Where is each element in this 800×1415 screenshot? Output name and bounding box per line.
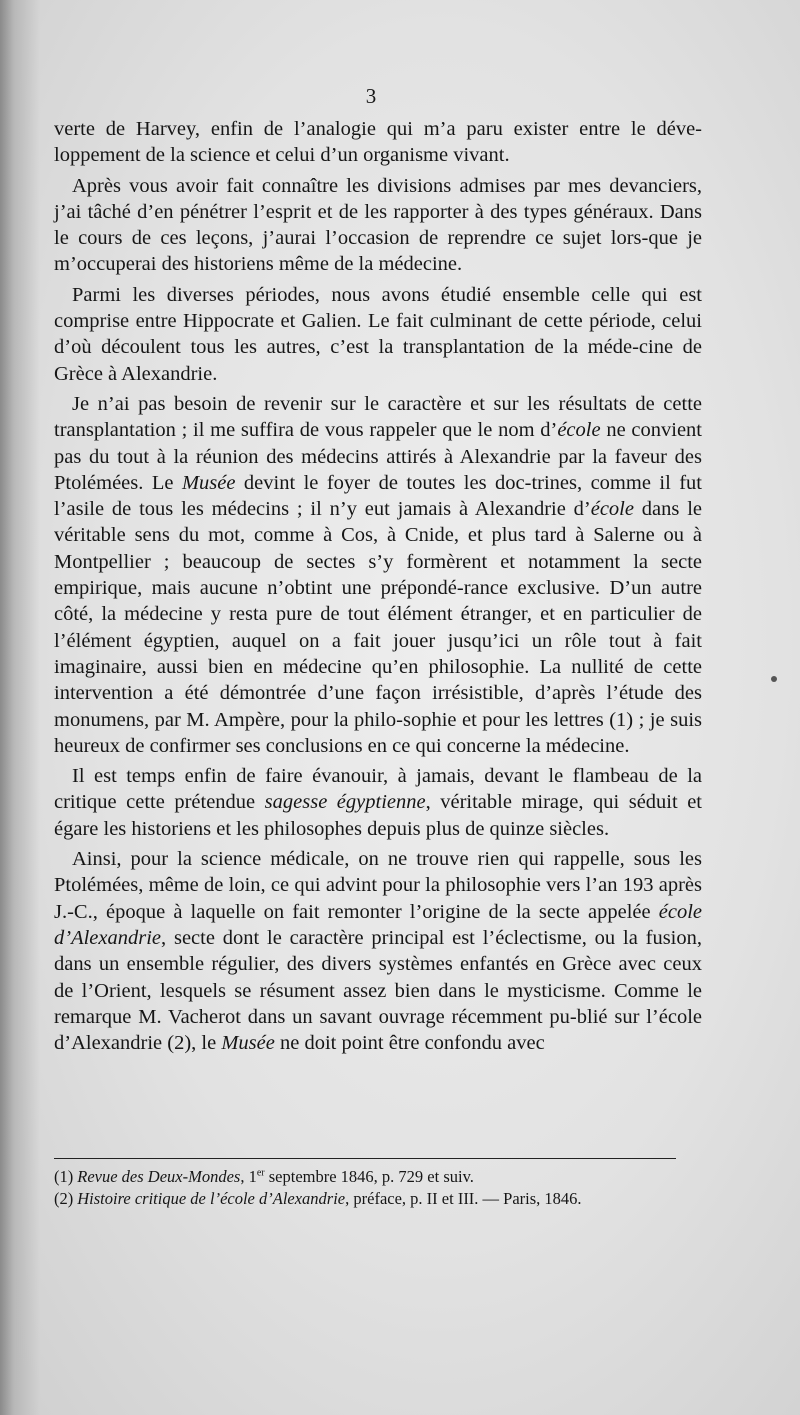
- text-run: Je n’ai pas besoin de revenir sur le caractère et sur les résultats de cette transplantation ; il me suffira de vous rappeler que le nom d’: [54, 392, 702, 442]
- footnote-2: [54, 1188, 672, 1210]
- footnote-number: (1): [54, 1167, 74, 1186]
- footnote-1: [54, 1166, 672, 1188]
- paragraph-6: [54, 846, 702, 1056]
- italic-term: Musée: [221, 1032, 275, 1055]
- italic-term: Histoire critique de l’école d’Alexandrie: [77, 1188, 346, 1208]
- text-run: septembre 1846, p. 729 et suiv.: [264, 1167, 474, 1186]
- text-run: Parmi les diverses périodes, nous avons étudié ensemble celle qui est comprise entre Hippocrate et Galien. Le fait culminant de cette période, celui d’où découlent tous les autres, c’est la transplantation de la méde-cine de Grèce à Alexandrie.: [54, 283, 702, 385]
- footnote-number: (2): [54, 1188, 74, 1208]
- text-run: Ainsi, pour la science médicale, on ne trouve rien qui rappelle, sous les Ptolémées, même de loin, ce qui advint pour la philosophie vers l’an 193 après J.-C., époque à laquelle on fait remonter l’origine de la secte appelée: [54, 848, 702, 923]
- italic-term: école d’Alexandrie: [54, 900, 702, 949]
- ink-speck: [771, 676, 777, 682]
- italic-term: école: [590, 498, 634, 521]
- text-run: Il est temps enfin de faire évanouir, à jamais, devant le flambeau de la critique cette prétendue: [54, 765, 702, 814]
- superscript: er: [256, 1167, 265, 1179]
- body-text: [54, 116, 702, 1060]
- footnote-divider: [54, 1158, 676, 1159]
- text-run: Après vous avoir fait connaître les divisions admises par mes devanciers, j’ai tâché d’en pénétrer l’esprit et de les rapporter à des types généraux. Dans le cours de ces leçons, j’aurai l’occasion de reprendre ce sujet lors-que je m’occuperai des historiens même de la médecine.: [54, 174, 702, 276]
- paragraph-3: [54, 282, 702, 387]
- italic-term: Revue des Deux-Mondes: [77, 1167, 241, 1186]
- text-run: ne convient pas du tout à la réunion des médecins attirés à Alexandrie par la faveur des Ptolémées. Le: [54, 419, 702, 494]
- italic-term: sagesse égyptienne: [264, 791, 426, 814]
- text-run: , véritable mirage, qui séduit et égare les historiens et les philosophes depuis plus de quinze siècles.: [54, 791, 702, 840]
- text-run: , 1: [240, 1167, 257, 1186]
- italic-term: école: [557, 419, 601, 442]
- text-run: , secte dont le caractère principal est l’éclectisme, ou la fusion, dans un ensemble régulier, des divers systèmes enfantés en Grèce avec ceux de l’Orient, lesquels se résument assez bien dans le mysticisme. Comme le remarque M. Vacherot dans un savant ouvrage récemment pu-blié sur l’école d’Alexandrie (2), le: [54, 926, 702, 1055]
- italic-term: Musée: [181, 471, 236, 494]
- text-run: dans le véritable sens du mot, comme à Cos, à Cnide, et plus tard à Salerne ou à Montpellier ; beaucoup de sectes s’y formèrent et notamment la secte empirique, mais aucune n’obtint une prépondé-rance exclusive. D’un autre côté, la médecine y resta pure de tout élément étranger, et en particulier de l’élément égyptien, auquel on a fait jouer jusqu’ici un rôle tout à fait imaginaire, aussi bien en médecine qu’en philosophie. La nullité de cette intervention a été démontrée d’une façon irrésistible, d’après l’étude des monumens, par M. Ampère, pour la philo-sophie et pour les lettres (1) ; je suis heureux de confirmer ses conclusions en ce qui concerne la médecine.: [54, 498, 702, 757]
- paragraph-1: [54, 116, 702, 169]
- binding-shadow: [0, 0, 40, 1415]
- text-run: verte de Harvey, enfin de l’analogie qui m’a paru exister entre le déve-loppement de la science et celui d’un organisme vivant.: [54, 118, 702, 167]
- page-number: 3: [365, 84, 377, 108]
- text-run: , préface, p. II et III. — Paris, 1846.: [345, 1188, 582, 1208]
- text-run: devint le foyer de toutes les doc-trines, comme il fut l’asile de tous les médecins ; il n’y eut jamais à Alexandrie d’: [54, 471, 702, 521]
- paragraph-4: [54, 391, 702, 759]
- footnotes: [54, 1166, 672, 1209]
- text-run: ne doit point être confondu avec: [274, 1032, 545, 1055]
- paragraph-2: [54, 173, 702, 278]
- paragraph-5: [54, 763, 702, 842]
